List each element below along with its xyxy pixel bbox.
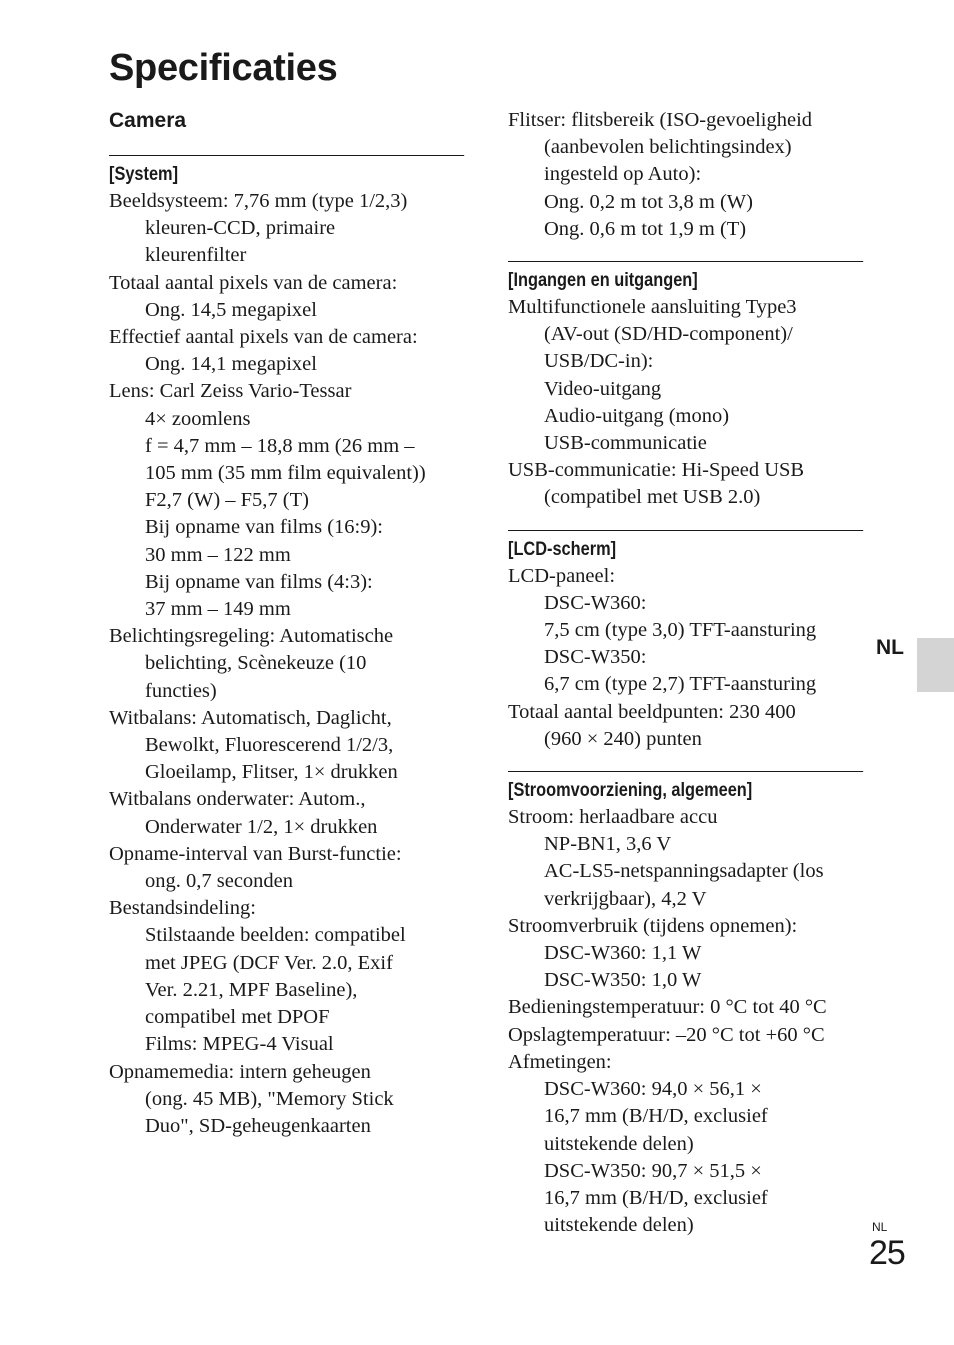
spec-entry-power-consumption [508, 913, 863, 995]
spec-line: DSC-W360: [544, 591, 647, 614]
spec-line: (960 × 240) punten [544, 727, 702, 750]
language-tab-marker [917, 638, 954, 692]
spec-line: Gloeilamp, Flitser, 1× drukken [145, 761, 398, 784]
spec-line: Flitser: flitsbereik (ISO-gevoeligheid [508, 109, 813, 131]
spec-line: Stilstaande beelden: compatibel [145, 924, 406, 947]
spec-line: Totaal aantal pixels van de camera: [109, 271, 398, 294]
page-number-language: NL [872, 1220, 888, 1234]
spec-line: Opname-interval van Burst-functie: [109, 842, 402, 865]
spec-line: DSC-W360: 94,0 × 56,1 × [544, 1078, 762, 1101]
spec-line: Ong. 14,1 megapixel [145, 353, 317, 376]
spec-line: Duo", SD-geheugenkaarten [145, 1114, 371, 1137]
spec-line: ingesteld op Auto): [544, 163, 702, 186]
spec-line: DSC-W350: 1,0 W [544, 969, 702, 992]
spec-entry-burst-interval [109, 841, 464, 895]
spec-line: Video-uitgang [544, 377, 662, 400]
section-heading-io: [Ingangen en uitgangen] [508, 261, 863, 294]
spec-entry-operating-temperature [508, 994, 863, 1021]
spec-entry-dimensions [508, 1049, 863, 1239]
spec-line: verkrijgbaar), 4,2 V [544, 887, 707, 910]
spec-line: Beeldsysteem: 7,76 mm (type 1/2,3) [109, 190, 408, 212]
spec-line: Bedieningstemperatuur: 0 °C tot 40 °C [508, 996, 827, 1019]
spec-line: DSC-W350: [544, 646, 647, 669]
section-title-camera: Camera [109, 109, 187, 132]
spec-line: 30 mm – 122 mm [145, 543, 291, 566]
spec-line: belichting, Scènekeuze (10 [145, 652, 367, 675]
spec-entry-flash [508, 107, 863, 243]
spec-line: Bestandsindeling: [109, 897, 256, 920]
spec-line: Multifunctionele aansluiting Type3 [508, 296, 797, 319]
spec-line: 37 mm – 149 mm [145, 598, 291, 621]
spec-line: (aanbevolen belichtingsindex) [544, 136, 792, 159]
spec-line: Effectief aantal pixels van de camera: [109, 326, 418, 349]
spec-line: DSC-W350: 90,7 × 51,5 × [544, 1159, 762, 1182]
spec-entry-power-source [508, 804, 863, 913]
spec-line: AC-LS5-netspanningsadapter (los [544, 860, 824, 883]
spec-line: 16,7 mm (B/H/D, exclusief [544, 1186, 768, 1209]
spec-line: Witbalans: Automatisch, Daglicht, [109, 706, 392, 729]
spec-line: Bewolkt, Fluorescerend 1/2/3, [145, 734, 394, 757]
spec-line: Ver. 2.21, MPF Baseline), [145, 978, 358, 1001]
spec-line: DSC-W360: 1,1 W [544, 942, 702, 965]
spec-line: Bij opname van films (16:9): [145, 516, 383, 539]
spec-line: 7,5 cm (type 3,0) TFT-aansturing [544, 619, 817, 642]
spec-line: 16,7 mm (B/H/D, exclusief [544, 1105, 768, 1128]
left-column [109, 155, 464, 1140]
spec-line: uitstekende delen) [544, 1132, 694, 1155]
spec-entry-image-sensor [109, 188, 464, 270]
spec-line: Witbalans onderwater: Autom., [109, 788, 366, 811]
spec-line: Afmetingen: [508, 1050, 612, 1073]
spec-line: Ong. 0,6 m tot 1,9 m (T) [544, 217, 747, 240]
spec-line: 6,7 cm (type 2,7) TFT-aansturing [544, 673, 817, 696]
spec-line: F2,7 (W) – F5,7 (T) [145, 489, 309, 512]
spec-line: USB-communicatie: Hi-Speed USB [508, 459, 805, 482]
language-tab-label: NL [876, 636, 904, 659]
spec-entry-recording-media [109, 1059, 464, 1141]
spec-line: 105 mm (35 mm film equivalent)) [145, 462, 426, 485]
spec-line: Audio-uitgang (mono) [544, 404, 730, 427]
right-column [508, 107, 863, 1239]
spec-line: Films: MPEG-4 Visual [145, 1033, 334, 1056]
spec-line: NP-BN1, 3,6 V [544, 833, 672, 856]
spec-entry-total-pixels [109, 270, 464, 324]
spec-line: Belichtingsregeling: Automatische [109, 625, 394, 648]
spec-line: Onderwater 1/2, 1× drukken [145, 815, 378, 838]
spec-line: 4× zoomlens [145, 407, 251, 430]
spec-line: (compatibel met USB 2.0) [544, 486, 761, 509]
spec-line: USB/DC-in): [544, 350, 654, 373]
spec-line: Lens: Carl Zeiss Vario-Tessar [109, 380, 352, 403]
spec-line: LCD-paneel: [508, 564, 616, 587]
spec-line: Opslagtemperatuur: –20 °C tot +60 °C [508, 1023, 825, 1046]
spec-line: Stroom: herlaadbare accu [508, 806, 718, 829]
spec-line: Ong. 0,2 m tot 3,8 m (W) [544, 190, 753, 213]
spec-line: uitstekende delen) [544, 1214, 694, 1237]
section-heading-power: [Stroomvoorziening, algemeen] [508, 771, 863, 804]
spec-line: ong. 0,7 seconden [145, 870, 294, 893]
spec-entry-effective-pixels [109, 324, 464, 378]
section-heading-system: [System] [109, 155, 464, 188]
spec-line: kleurenfilter [145, 244, 247, 267]
spec-line: (AV-out (SD/HD-component)/ [544, 323, 793, 346]
spec-line: f = 4,7 mm – 18,8 mm (26 mm – [145, 434, 415, 457]
spec-entry-underwater-white-balance [109, 786, 464, 840]
page-number: 25 [869, 1234, 905, 1272]
spec-line: Totaal aantal beeldpunten: 230 400 [508, 700, 796, 723]
spec-entry-total-dots [508, 699, 863, 753]
spec-entry-lens [109, 378, 464, 623]
spec-entry-file-format [109, 895, 464, 1058]
spec-line: compatibel met DPOF [145, 1006, 330, 1029]
spec-line: Bij opname van films (4:3): [145, 570, 373, 593]
spec-entry-multi-connector [508, 294, 863, 457]
spec-line: kleuren-CCD, primaire [145, 217, 336, 240]
spec-line: (ong. 45 MB), "Memory Stick [145, 1087, 394, 1110]
spec-entry-exposure-control [109, 623, 464, 705]
spec-line: USB-communicatie [544, 432, 707, 455]
spec-entry-storage-temperature [508, 1022, 863, 1049]
spec-entry-lcd-panel [508, 563, 863, 699]
spec-line: Ong. 14,5 megapixel [145, 298, 317, 321]
spec-entry-white-balance [109, 705, 464, 787]
spec-entry-usb [508, 457, 863, 511]
page-title: Specificaties [109, 47, 338, 89]
spec-line: Opnamemedia: intern geheugen [109, 1060, 371, 1083]
spec-line: met JPEG (DCF Ver. 2.0, Exif [145, 951, 393, 974]
section-heading-lcd: [LCD-scherm] [508, 530, 863, 563]
spec-line: Stroomverbruik (tijdens opnemen): [508, 914, 798, 937]
spec-line: functies) [145, 679, 217, 702]
